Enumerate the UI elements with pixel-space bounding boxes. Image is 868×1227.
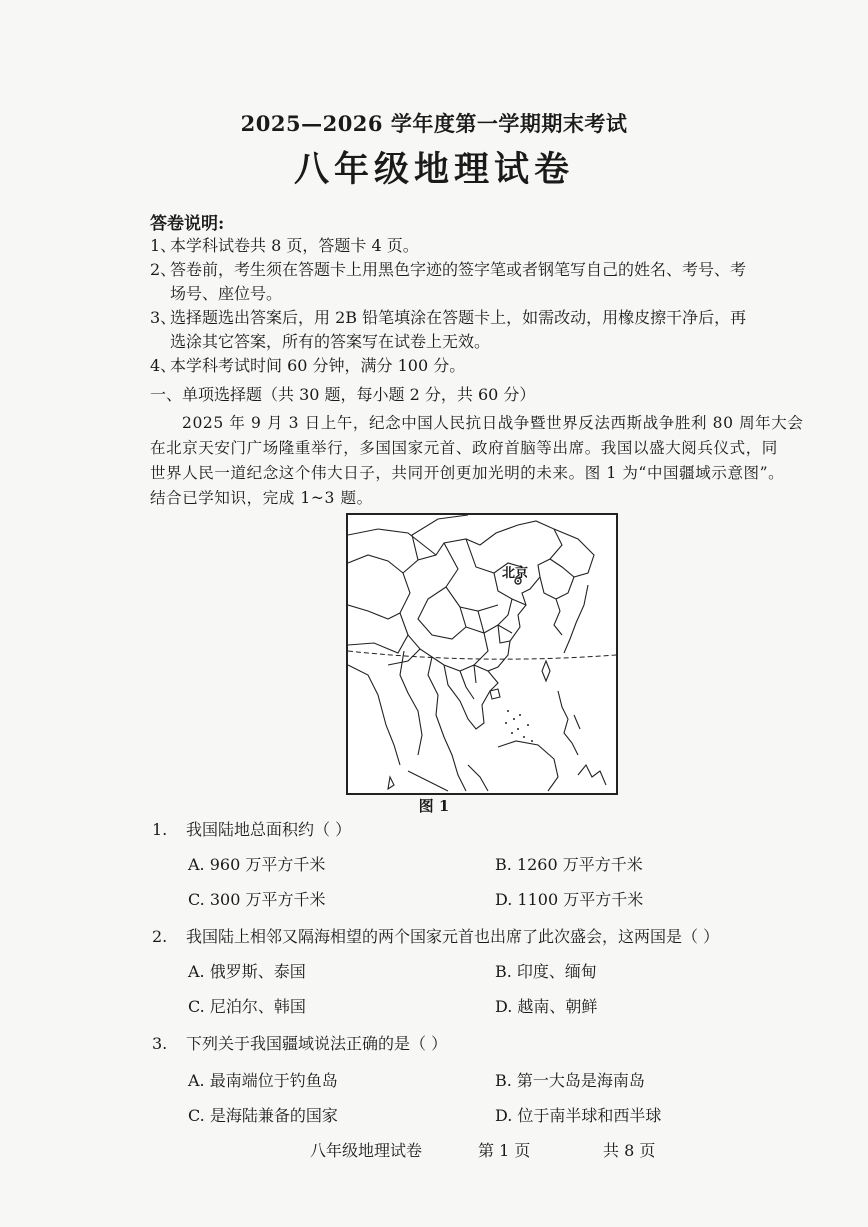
q1-option-b: B. 1260 万平方千米 bbox=[495, 855, 643, 874]
exam-title: 2025—2026 学年度第一学期期末考试 bbox=[240, 111, 628, 136]
passage-line: 在北京天安门广场隆重举行，多国国家元首、政府首脑等出席。我国以盛大阅兵仪式，同 bbox=[150, 439, 778, 457]
passage-line: 2025 年 9 月 3 日上午，纪念中国人民抗日战争暨世界反法西斯战争胜利 80 周年大会 bbox=[182, 414, 804, 432]
section-title: 一、单项选择题（共 30 题，每小题 2 分，共 60 分） bbox=[150, 385, 536, 404]
q3-option-a: A. 最南端位于钓鱼岛 bbox=[188, 1071, 338, 1090]
question-number: 2. bbox=[152, 927, 168, 946]
instruction-text: 本学科试卷共 8 页，答题卡 4 页。 bbox=[170, 236, 419, 255]
question-2 bbox=[152, 924, 719, 947]
q2-option-c: C. 尼泊尔、韩国 bbox=[188, 997, 306, 1016]
q2-option-b: B. 印度、缅甸 bbox=[495, 962, 597, 981]
tropic-of-cancer-line bbox=[348, 651, 616, 659]
question-stem: 我国陆上相邻又隔海相望的两个国家元首也出席了此次盛会，这两国是（ ） bbox=[186, 927, 720, 946]
q2-option-a: A. 俄罗斯、泰国 bbox=[188, 962, 306, 981]
q3-option-b: B. 第一大岛是海南岛 bbox=[495, 1071, 645, 1090]
instruction-number: 4、 bbox=[150, 356, 177, 375]
instruction-number: 1、 bbox=[150, 236, 177, 255]
south-sea-islands bbox=[505, 710, 533, 742]
q1-option-a: A. 960 万平方千米 bbox=[188, 855, 326, 874]
instruction-item-4 bbox=[150, 354, 810, 378]
map-graphic bbox=[348, 515, 616, 793]
passage-line: 世界人民一道纪念这个伟大日子，共同开创更加光明的未来。图 1 为“中国疆域示意图”。 bbox=[150, 464, 785, 482]
instruction-text-continued: 场号、座位号。 bbox=[170, 284, 283, 303]
question-stem: 下列关于我国疆域说法正确的是（ ） bbox=[186, 1034, 448, 1053]
instructions-heading: 答卷说明: bbox=[150, 214, 225, 234]
q1-option-c: C. 300 万平方千米 bbox=[188, 890, 326, 909]
instruction-text: 答卷前，考生须在答题卡上用黑色字迹的签字笔或者钢笔写自己的姓名、考号、考 bbox=[170, 260, 747, 279]
instruction-number: 3、 bbox=[150, 308, 177, 327]
figure-caption: 图 1 bbox=[418, 797, 450, 815]
q2-option-d: D. 越南、朝鲜 bbox=[495, 997, 598, 1016]
instruction-item-3 bbox=[150, 306, 810, 354]
footer-total-pages: 共 8 页 bbox=[603, 1141, 656, 1160]
q3-option-d: D. 位于南半球和西半球 bbox=[495, 1106, 662, 1125]
passage-line: 结合已学知识，完成 1~3 题。 bbox=[150, 489, 373, 507]
q3-option-c: C. 是海陆兼备的国家 bbox=[188, 1106, 338, 1125]
beijing-label: 北京 bbox=[502, 566, 529, 581]
q1-option-d: D. 1100 万平方千米 bbox=[495, 890, 644, 909]
question-number: 3. bbox=[152, 1034, 168, 1053]
china-border bbox=[400, 521, 562, 671]
question-1 bbox=[152, 817, 351, 840]
question-stem: 我国陆地总面积约（ ） bbox=[186, 820, 352, 839]
exam-subtitle: 八年级地理试卷 bbox=[293, 149, 574, 190]
instruction-text: 选择题选出答案后，用 2B 铅笔填涂在答题卡上，如需改动，用橡皮擦干净后，再 bbox=[170, 308, 747, 327]
instruction-item-2 bbox=[150, 258, 810, 306]
question-number: 1. bbox=[152, 820, 168, 839]
instruction-text-continued: 选涂其它答案，所有的答案写在试卷上无效。 bbox=[170, 332, 491, 351]
footer-paper-name: 八年级地理试卷 bbox=[310, 1141, 423, 1160]
china-territory-map bbox=[346, 513, 618, 795]
instruction-number: 2、 bbox=[150, 260, 177, 279]
instruction-text: 本学科考试时间 60 分钟，满分 100 分。 bbox=[170, 356, 466, 375]
footer-page-number: 第 1 页 bbox=[478, 1141, 531, 1160]
passage bbox=[150, 411, 815, 511]
question-3 bbox=[152, 1031, 447, 1054]
instruction-item-1 bbox=[150, 234, 810, 258]
